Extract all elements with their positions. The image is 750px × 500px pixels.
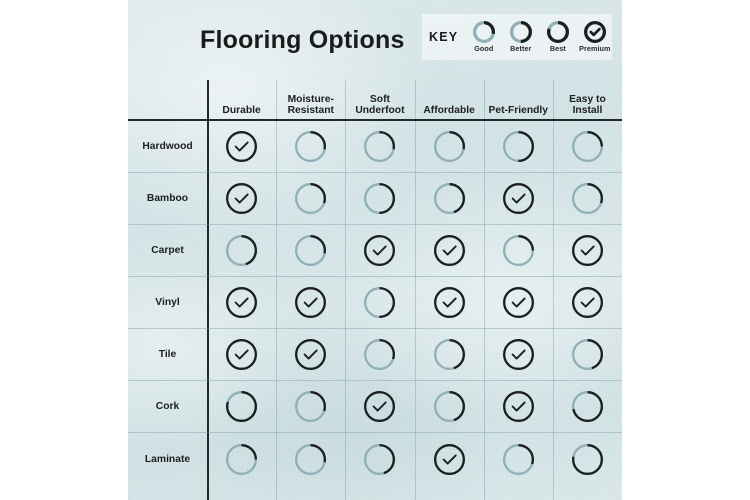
rating-ring-hardwood-affordable xyxy=(434,131,465,162)
table-label-divider xyxy=(207,80,209,500)
rating-ring-hardwood-moisture-resistant xyxy=(295,131,326,162)
row-label-tile: Tile xyxy=(158,348,177,360)
table-row xyxy=(128,432,622,486)
rating-cell-hardwood-pet-friendly xyxy=(484,120,553,172)
rating-cell-hardwood-durable xyxy=(207,120,276,172)
column-divider xyxy=(345,80,346,500)
rating-cell-vinyl-durable xyxy=(207,276,276,328)
row-divider xyxy=(128,380,622,381)
check-icon xyxy=(582,246,594,254)
column-header-moisture-resistant: Moisture-Resistant xyxy=(287,93,334,117)
rating-cell-vinyl-moisture-resistant xyxy=(276,276,345,328)
header-underline xyxy=(128,119,622,121)
rating-ring-cork-affordable xyxy=(434,391,465,422)
rating-ring-hardwood-easy-to-install xyxy=(572,131,603,162)
rating-ring-tile-easy-to-install xyxy=(572,339,603,370)
column-divider xyxy=(276,80,277,500)
rating-ring-cork-pet-friendly xyxy=(503,391,534,422)
rating-cell-hardwood-soft-underfoot xyxy=(345,120,414,172)
rating-cell-bamboo-easy-to-install xyxy=(553,172,622,224)
check-icon xyxy=(236,142,248,150)
rating-cell-tile-affordable xyxy=(415,328,484,380)
rating-ring-bamboo-moisture-resistant xyxy=(295,183,326,214)
rating-ring-hardwood-durable xyxy=(226,131,257,162)
column-header-durable: Durable xyxy=(222,105,261,117)
rating-cell-vinyl-pet-friendly xyxy=(484,276,553,328)
check-icon xyxy=(512,194,524,202)
rating-cell-laminate-soft-underfoot xyxy=(345,432,414,486)
legend-key xyxy=(422,14,612,60)
rating-cell-bamboo-moisture-resistant xyxy=(276,172,345,224)
rating-ring-carpet-affordable xyxy=(434,235,465,266)
rating-ring-laminate-soft-underfoot xyxy=(364,444,395,475)
row-label-bamboo: Bamboo xyxy=(146,192,189,204)
row-divider xyxy=(128,224,622,225)
row-divider xyxy=(128,172,622,173)
rating-ring-tile-affordable xyxy=(434,339,465,370)
row-label-hardwood: Hardwood xyxy=(142,140,193,152)
legend-ring-premium xyxy=(584,21,606,43)
table-row xyxy=(128,120,622,172)
rating-cell-cork-pet-friendly xyxy=(484,380,553,432)
rating-cell-cork-durable xyxy=(207,380,276,432)
rating-ring-bamboo-soft-underfoot xyxy=(364,183,395,214)
rating-cell-tile-moisture-resistant xyxy=(276,328,345,380)
check-icon xyxy=(236,350,248,358)
comparison-table xyxy=(128,80,622,500)
rating-ring-vinyl-durable xyxy=(226,287,257,318)
column-divider xyxy=(415,80,416,500)
check-icon xyxy=(305,350,317,358)
rating-ring-carpet-durable xyxy=(226,235,257,266)
rating-ring-laminate-easy-to-install xyxy=(572,444,603,475)
rating-ring-bamboo-pet-friendly xyxy=(503,183,534,214)
check-icon xyxy=(582,298,594,306)
header xyxy=(128,0,622,80)
rating-cell-carpet-pet-friendly xyxy=(484,224,553,276)
rating-cell-bamboo-durable xyxy=(207,172,276,224)
row-divider xyxy=(128,328,622,329)
rating-cell-carpet-affordable xyxy=(415,224,484,276)
rating-ring-laminate-durable xyxy=(226,444,257,475)
rating-cell-cork-affordable xyxy=(415,380,484,432)
legend-item-better xyxy=(502,21,539,53)
rating-cell-vinyl-affordable xyxy=(415,276,484,328)
rating-cell-laminate-moisture-resistant xyxy=(276,432,345,486)
legend-ring-best xyxy=(547,21,569,43)
legend-item-label: Best xyxy=(549,44,566,53)
legend-item-premium xyxy=(576,21,613,53)
rating-ring-vinyl-moisture-resistant xyxy=(295,287,326,318)
rating-ring-cork-moisture-resistant xyxy=(295,391,326,422)
rating-ring-bamboo-easy-to-install xyxy=(572,183,603,214)
rating-ring-tile-soft-underfoot xyxy=(364,339,395,370)
rating-ring-carpet-pet-friendly xyxy=(503,235,534,266)
table-row xyxy=(128,172,622,224)
rating-ring-laminate-affordable xyxy=(434,444,465,475)
rating-ring-bamboo-affordable xyxy=(434,183,465,214)
column-header-soft-underfoot: Soft Underfoot xyxy=(355,93,405,117)
column-divider xyxy=(484,80,485,500)
rating-cell-hardwood-easy-to-install xyxy=(553,120,622,172)
check-icon xyxy=(512,350,524,358)
rating-cell-cork-easy-to-install xyxy=(553,380,622,432)
table-row xyxy=(128,380,622,432)
table-row xyxy=(128,224,622,276)
row-divider xyxy=(128,432,622,433)
rating-cell-laminate-affordable xyxy=(415,432,484,486)
rating-cell-cork-soft-underfoot xyxy=(345,380,414,432)
check-icon xyxy=(305,298,317,306)
rating-ring-hardwood-pet-friendly xyxy=(503,131,534,162)
check-icon xyxy=(374,402,386,410)
table-row xyxy=(128,276,622,328)
rating-cell-bamboo-affordable xyxy=(415,172,484,224)
rating-cell-tile-durable xyxy=(207,328,276,380)
rating-ring-bamboo-durable xyxy=(226,183,257,214)
check-icon xyxy=(512,298,524,306)
check-icon xyxy=(443,246,455,254)
rating-ring-vinyl-soft-underfoot xyxy=(364,287,395,318)
rating-ring-tile-pet-friendly xyxy=(503,339,534,370)
rating-ring-vinyl-easy-to-install xyxy=(572,287,603,318)
table-body xyxy=(128,120,622,500)
rating-ring-cork-durable xyxy=(226,391,257,422)
page-title: Flooring Options xyxy=(200,26,405,54)
row-label-vinyl: Vinyl xyxy=(155,296,180,308)
column-header-affordable: Affordable xyxy=(423,105,475,117)
legend-ring-good xyxy=(473,21,495,43)
rating-cell-bamboo-pet-friendly xyxy=(484,172,553,224)
rating-ring-tile-moisture-resistant xyxy=(295,339,326,370)
rating-ring-cork-soft-underfoot xyxy=(364,391,395,422)
rating-ring-vinyl-pet-friendly xyxy=(503,287,534,318)
check-icon xyxy=(443,298,455,306)
rating-cell-tile-easy-to-install xyxy=(553,328,622,380)
column-header-easy-to-install: Easy to Install xyxy=(569,93,606,117)
rating-ring-tile-durable xyxy=(226,339,257,370)
rating-cell-hardwood-affordable xyxy=(415,120,484,172)
row-label-laminate: Laminate xyxy=(144,453,191,465)
rating-ring-laminate-moisture-resistant xyxy=(295,444,326,475)
rating-cell-tile-soft-underfoot xyxy=(345,328,414,380)
rating-cell-tile-pet-friendly xyxy=(484,328,553,380)
rating-ring-vinyl-affordable xyxy=(434,287,465,318)
legend-item-label: Good xyxy=(474,44,494,53)
rating-ring-cork-easy-to-install xyxy=(572,391,603,422)
infographic-panel xyxy=(128,0,622,500)
check-icon xyxy=(236,298,248,306)
rating-cell-laminate-easy-to-install xyxy=(553,432,622,486)
legend-ring-better xyxy=(510,21,532,43)
rating-ring-carpet-easy-to-install xyxy=(572,235,603,266)
legend-item-label: Better xyxy=(510,44,532,53)
rating-cell-cork-moisture-resistant xyxy=(276,380,345,432)
rating-cell-carpet-soft-underfoot xyxy=(345,224,414,276)
check-icon xyxy=(374,246,386,254)
table-header-row xyxy=(128,80,622,120)
rating-cell-laminate-durable xyxy=(207,432,276,486)
legend-key-label: KEY xyxy=(429,30,459,44)
rating-cell-bamboo-soft-underfoot xyxy=(345,172,414,224)
check-icon xyxy=(236,194,248,202)
legend-items xyxy=(465,21,613,53)
check-icon xyxy=(591,29,600,35)
rating-cell-vinyl-soft-underfoot xyxy=(345,276,414,328)
rating-cell-carpet-moisture-resistant xyxy=(276,224,345,276)
check-icon xyxy=(443,455,455,463)
column-header-pet-friendly: Pet-Friendly xyxy=(488,105,549,117)
legend-item-label: Premium xyxy=(579,44,611,53)
rating-ring-laminate-pet-friendly xyxy=(503,444,534,475)
row-divider xyxy=(128,276,622,277)
table-row xyxy=(128,328,622,380)
row-label-carpet: Carpet xyxy=(151,244,184,256)
rating-ring-carpet-moisture-resistant xyxy=(295,235,326,266)
check-icon xyxy=(512,402,524,410)
rating-cell-carpet-easy-to-install xyxy=(553,224,622,276)
rating-ring-hardwood-soft-underfoot xyxy=(364,131,395,162)
rating-cell-hardwood-moisture-resistant xyxy=(276,120,345,172)
rating-ring-carpet-soft-underfoot xyxy=(364,235,395,266)
rating-cell-laminate-pet-friendly xyxy=(484,432,553,486)
row-label-cork: Cork xyxy=(155,400,180,412)
rating-cell-vinyl-easy-to-install xyxy=(553,276,622,328)
legend-item-good xyxy=(465,21,502,53)
column-divider xyxy=(553,80,554,500)
table-corner-cell xyxy=(128,80,207,120)
legend-item-best xyxy=(539,21,576,53)
rating-cell-carpet-durable xyxy=(207,224,276,276)
